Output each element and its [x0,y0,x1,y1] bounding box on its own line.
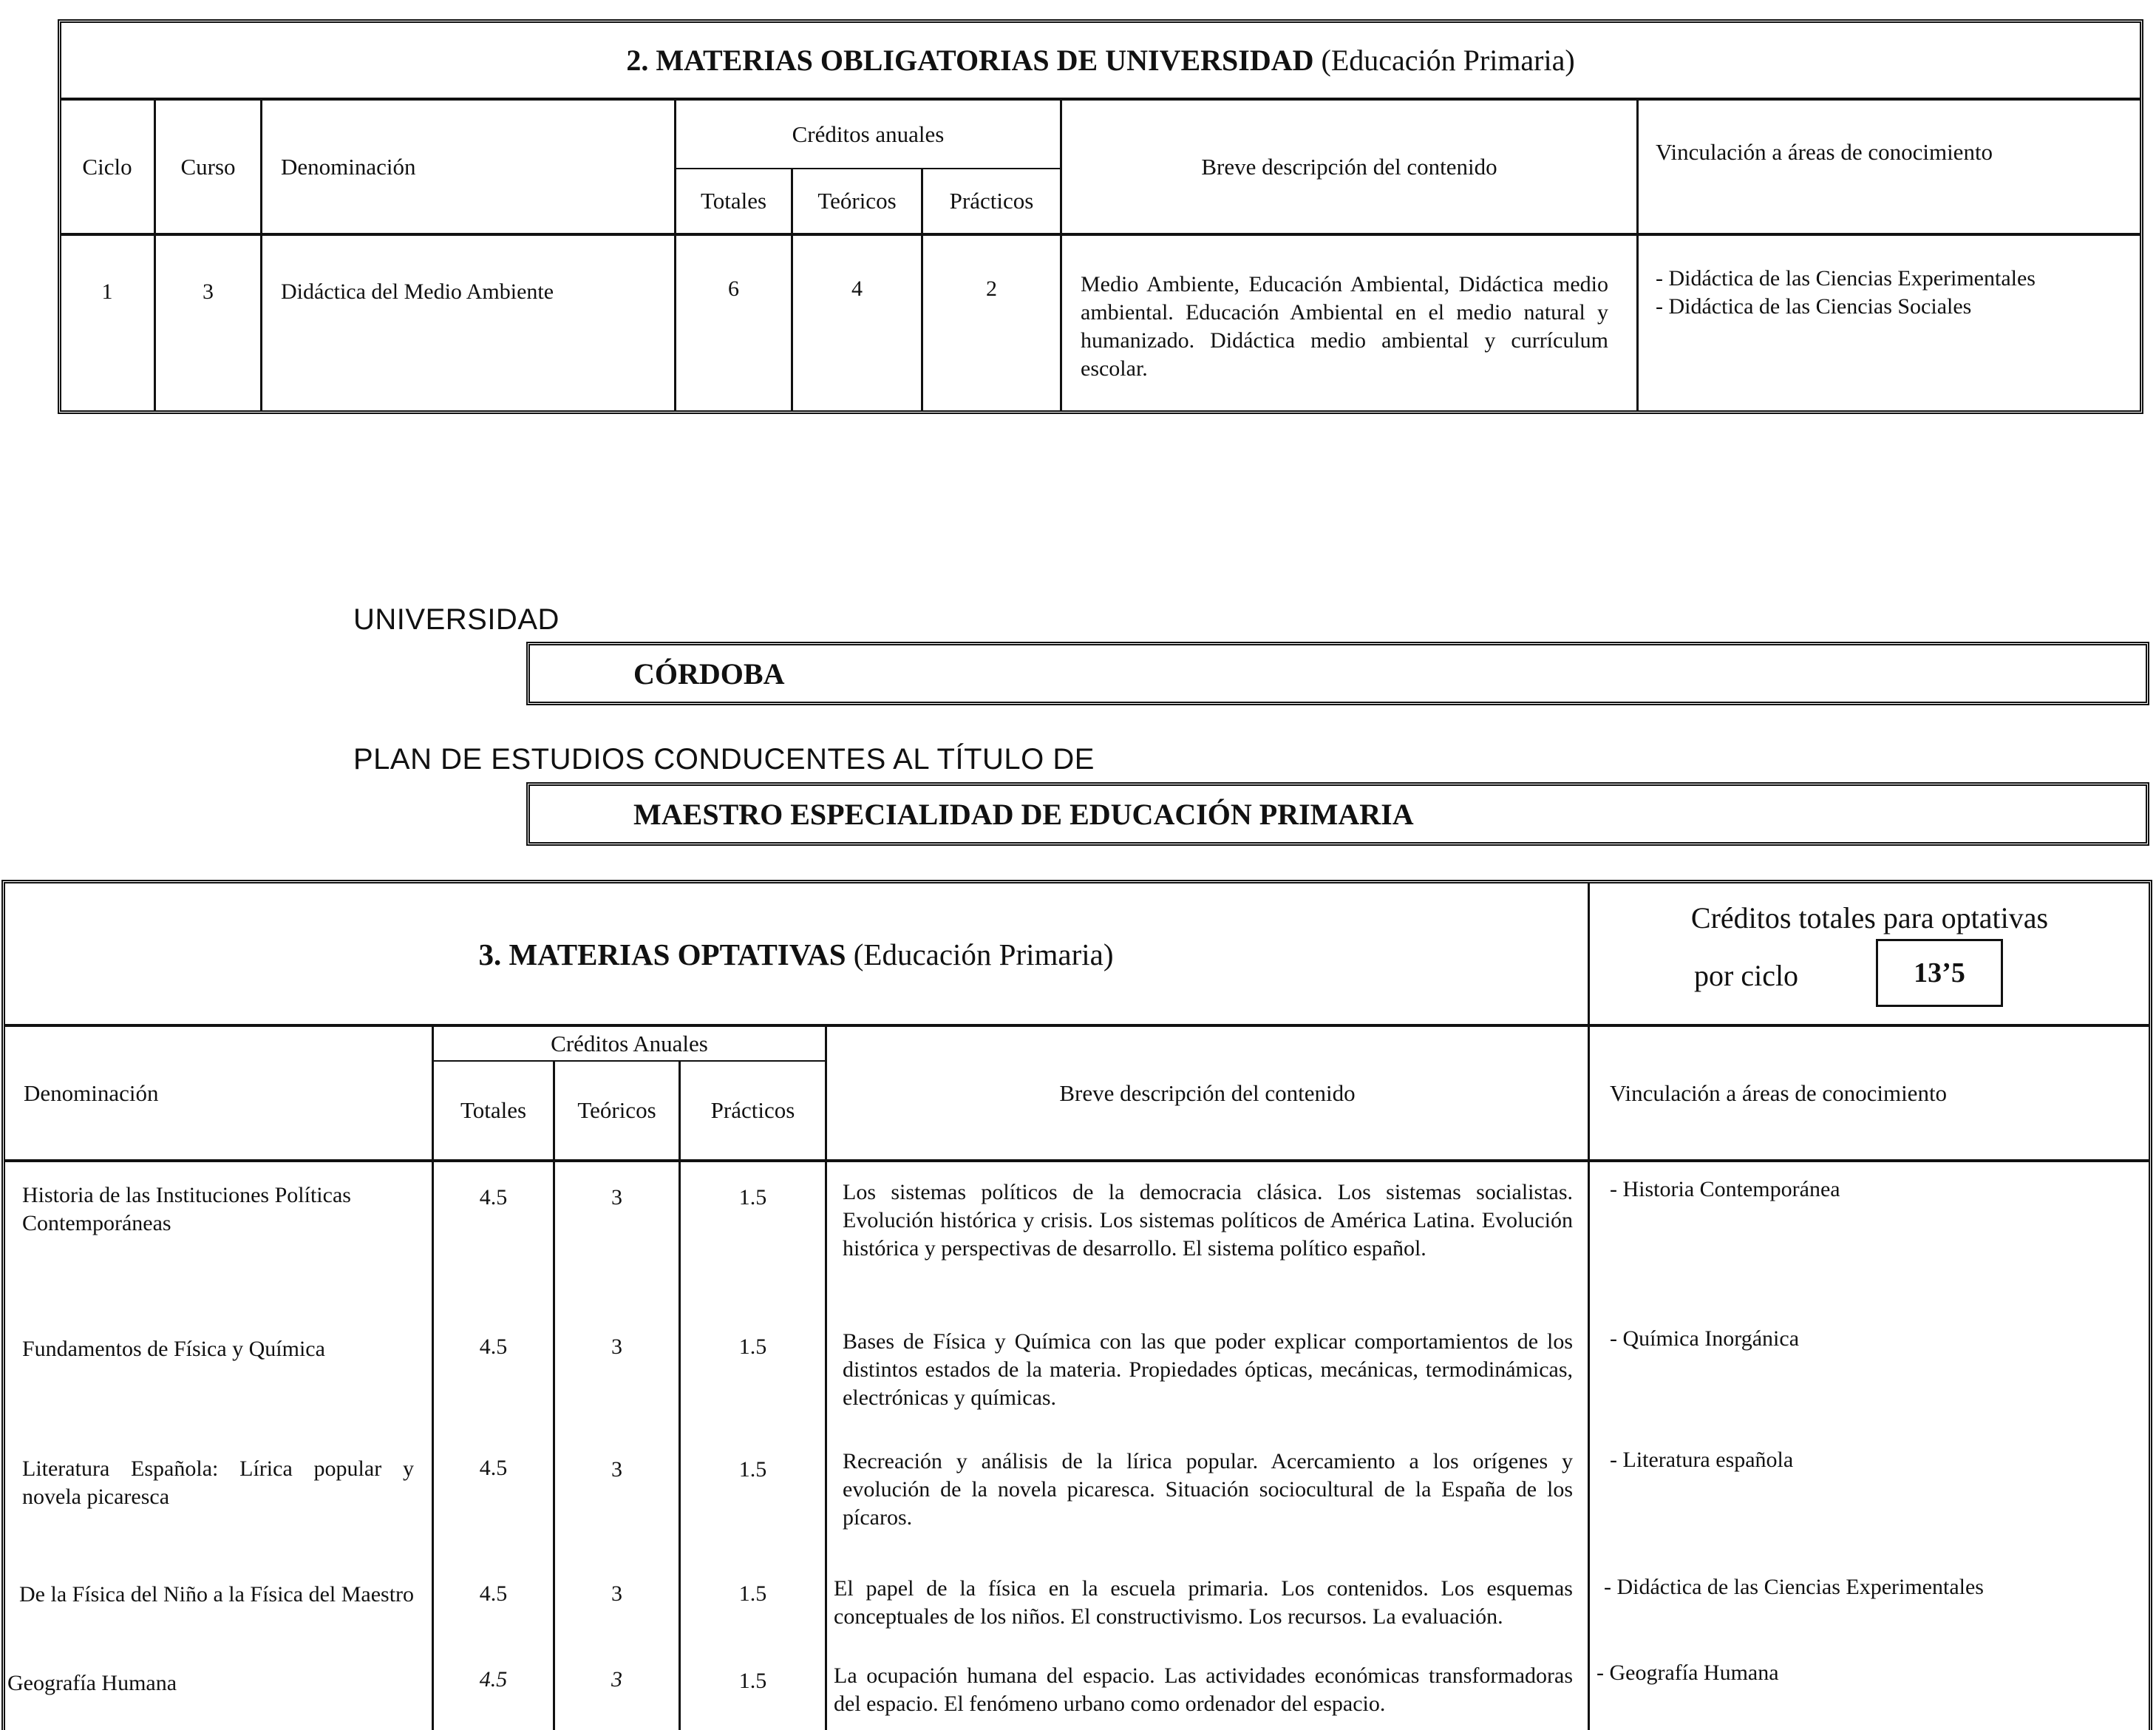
table-row-practicos: 1.5 [738,1185,767,1210]
table2-title [61,22,2140,98]
row-teoricos: 4 [851,277,863,301]
table-row-vinculacion: - Literatura española [1610,1448,1794,1472]
table3-title-bold: 3. MATERIAS OPTATIVAS [478,937,846,971]
header-curso: Curso [180,153,236,180]
header-ciclo: Ciclo [82,153,132,180]
plan-label: PLAN DE ESTUDIOS CONDUCENTES AL TÍTULO DE [353,743,1095,776]
table2-title-bold: 2. MATERIAS OBLIGATORIAS DE UNIVERSIDAD [626,43,1314,77]
header-practicos: Prácticos [949,188,1034,214]
table-row-totales: 4.5 [479,1667,508,1692]
table-row-vinculacion: - Geografía Humana [1596,1661,1779,1685]
table2-title-rest: (Educación Primaria) [1321,43,1575,77]
header-totales: Totales [700,188,767,214]
plan-title: MAESTRO ESPECIALIDAD DE EDUCACIÓN PRIMARIA [633,797,1414,831]
table-row-vinculacion: - Historia Contemporánea [1610,1177,1840,1201]
row-vinculacion [1656,265,2136,331]
header-creditos-anuales: Créditos anuales [792,121,945,147]
row-descripcion: Medio Ambiente, Educación Ambiental, Didáctica medio ambiental. Educación Ambiental en el medio natural y humanizado. Didáctica medio ambiental y currículum escolar. [1081,272,1608,381]
table-row-practicos: 1.5 [738,1669,767,1693]
table-row-teoricos: 3 [611,1457,622,1482]
table-row-totales: 4.5 [479,1185,508,1210]
university-value [526,642,2149,705]
table-row-practicos: 1.5 [738,1457,767,1482]
header-denominacion: Denominación [281,153,416,180]
table-row-descripcion: La ocupación humana del espacio. Las actividades económicas transformadoras del espacio. El fenómeno urbano como ordenador del espacio. [834,1663,1573,1716]
header-teoricos: Teóricos [817,188,897,214]
row-practicos: 2 [986,277,997,301]
table-row-denominacion: Literatura Española: Lírica popular y novela picaresca [22,1456,414,1509]
row-curso: 3 [203,279,214,304]
table3-col-divider [679,1062,681,1730]
table-row-practicos: 1.5 [738,1334,767,1359]
header-totales: Totales [460,1097,527,1123]
table2-col-divider [1636,99,1639,411]
table-row-descripcion: Los sistemas políticos de la democracia clásica. Los sistemas socialistas. Evolución histórica y crisis. Los sistemas políticos de América Latina. Evolución histórica y perspectivas de desarrollo. El sistema político español. [843,1180,1573,1261]
university-name: CÓRDOBA [633,657,785,691]
table-row-vinculacion: - Química Inorgánica [1610,1326,1800,1351]
table-row-totales: 4.5 [479,1334,508,1359]
row-ciclo: 1 [101,279,113,304]
table-row-totales: 4.5 [479,1581,508,1606]
header-vinculacion: Vinculación a áreas de conocimiento [1656,138,1993,165]
header-descripcion: Breve descripción del contenido [1201,153,1497,180]
header-practicos: Prácticos [710,1097,795,1123]
header-descripcion: Breve descripción del contenido [1059,1080,1356,1106]
plan-value [526,782,2149,846]
table2-header-divider [61,233,2140,236]
row-vinculacion-item: - Didáctica de las Ciencias Experimentales [1656,266,2036,291]
header-denominacion: Denominación [24,1080,159,1106]
table-row-teoricos: 3 [611,1581,622,1606]
table-row-denominacion: De la Física del Niño a la Física del Maestro [19,1582,415,1607]
table-row-vinculacion: - Didáctica de las Ciencias Experimentales [1604,1575,1984,1599]
creditos-totales-label: Créditos totales para optativas [1690,900,2049,934]
table3-title-divider [4,1024,2149,1027]
table-row-teoricos: 3 [611,1334,622,1359]
table-row-teoricos: 3 [611,1185,622,1210]
table-row-teoricos: 3 [611,1667,622,1692]
header-creditos-anuales: Créditos Anuales [551,1031,708,1056]
row-denominacion: Didáctica del Medio Ambiente [281,279,554,304]
table3-header-divider [4,1159,2149,1162]
table3-title-rest: (Educación Primaria) [853,937,1114,971]
table-row-denominacion: Historia de las Instituciones Políticas Contemporáneas [22,1183,351,1235]
creditos-totales-value: 13’5 [1876,939,2003,1007]
table3-col-divider [1588,883,1590,1730]
table-row-totales: 4.5 [479,1456,508,1480]
table2-col-divider [260,99,262,411]
table-row-descripcion: El papel de la física en la escuela primaria. Los contenidos. Los esquemas conceptuales de los niños. El constructivismo. Los recursos. La evaluación. [834,1576,1573,1629]
table-row-descripcion: Recreación y análisis de la lírica popular. Acercamiento a los orígenes y evolución de la novela picaresca. Situación sociocultural de la España de los pícaros. [843,1449,1573,1530]
university-label: UNIVERSIDAD [353,603,560,636]
row-totales: 6 [728,277,739,301]
table-row-practicos: 1.5 [738,1581,767,1606]
table3-col-divider [553,1062,555,1730]
header-vinculacion: Vinculación a áreas de conocimiento [1610,1080,1948,1106]
table-row-denominacion: Geografía Humana [7,1671,177,1695]
row-vinculacion-item: - Didáctica de las Ciencias Sociales [1656,294,1972,319]
table-row-descripcion: Bases de Física y Química con las que poder explicar comportamientos de los distintos estados de la materia. Propiedades ópticas, mecánicas, termodinámicas, electrónicas y químicas. [843,1329,1573,1410]
creditos-totales-por-ciclo: por ciclo [1694,958,1799,992]
table-row-denominacion: Fundamentos de Física y Química [22,1337,325,1361]
table3-title [4,884,1588,1024]
header-teoricos: Teóricos [577,1097,656,1123]
